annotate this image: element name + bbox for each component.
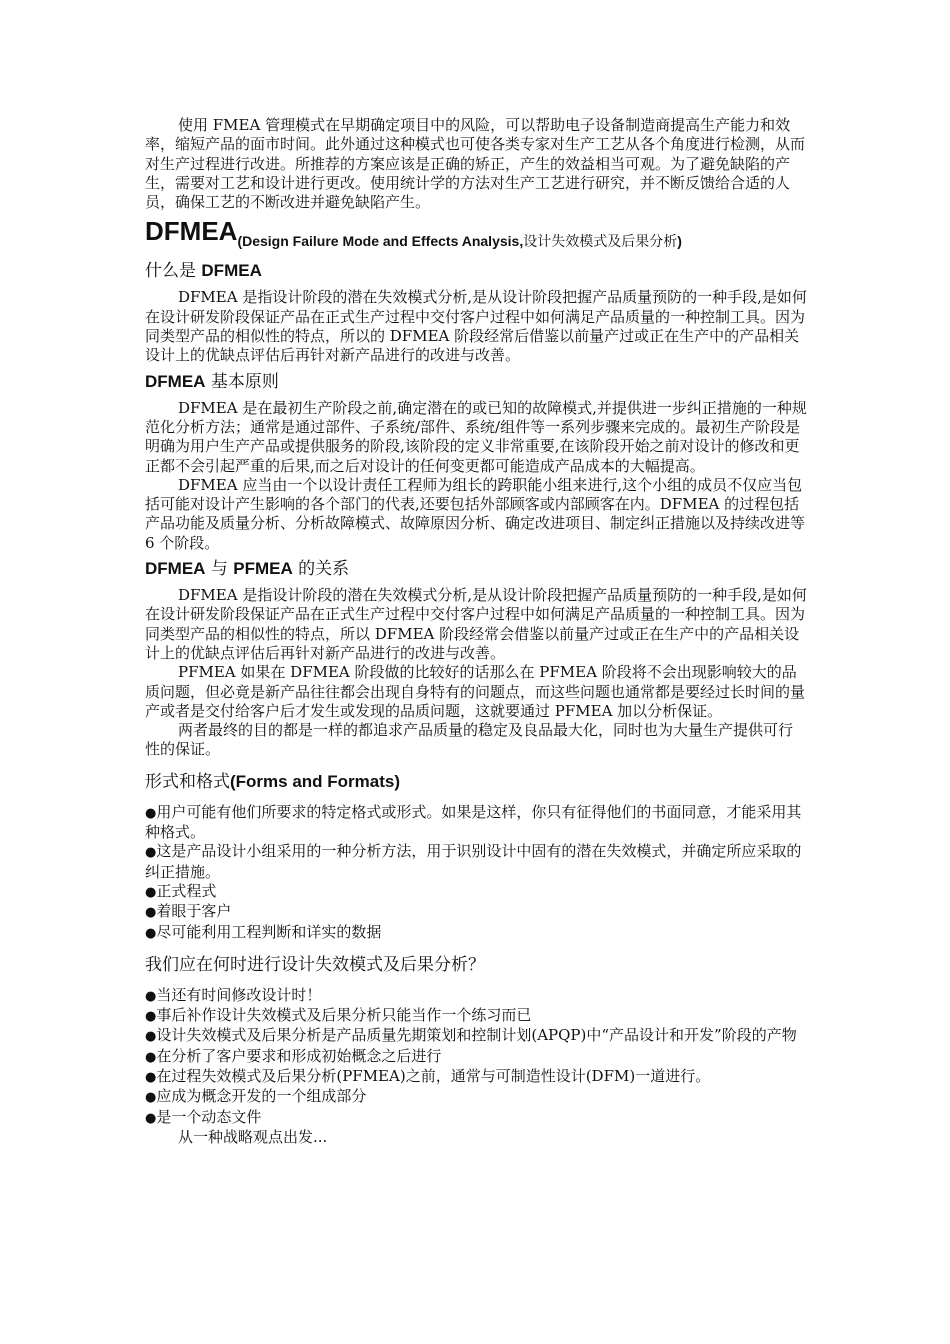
- principle-paragraph: DFMEA 是在最初生产阶段之前,确定潜在的或已知的故障模式,并提供进一步纠正措施的一种规范化分析方法；通常是通过部件、子系统/部件、系统/组件等一系列步骤来完成的。最初生产阶段是明确为用户生产产品或提供服务的阶段,该阶段的定义非常重要,在该阶段开始之前对设计的修改和更正都不会引起严重的后果,而之后对设计的任何变更都可能造成产品成本的大幅提高。: [145, 398, 807, 475]
- what-paragraph: DFMEA 是指设计阶段的潜在失效模式分析,是从设计阶段把握产品质量预防的一种手段,是如何在设计研发阶段保证产品在正式生产过程中交付客户过程中如何满足产品质量的一种控制工具。因为同类型产品的相似性的特点，所以的 DFMEA 阶段经常后借鉴以前量产过或正在生产中的产品相关设计上的优缺点评估后再针对新产品进行的改进与改善。: [145, 288, 807, 365]
- document-body: [145, 116, 807, 1147]
- list-item: [145, 986, 807, 1006]
- bullet-icon: ●: [145, 1069, 157, 1085]
- list-item: [145, 1087, 807, 1107]
- heading-relation-en2: PFMEA: [233, 559, 293, 579]
- heading-what-zh: 什么是: [145, 261, 202, 282]
- subtitle-close: ): [677, 233, 682, 250]
- heading-relation-zh2: 的关系: [292, 559, 350, 580]
- list-item-text: 这是产品设计小组采用的一种分析方法，用于识别设计中固有的潜在失效模式，并确定所应采取的纠正措施。: [145, 842, 802, 881]
- list-item-text: 在分析了客户要求和形成初始概念之后进行: [156, 1046, 442, 1065]
- heading-forms-en: (Forms and Formats): [230, 771, 401, 791]
- heading-what-is-dfmea: [145, 259, 807, 283]
- heading-relation-en1: DFMEA: [145, 559, 206, 579]
- bullet-icon: ●: [145, 1110, 157, 1126]
- closing-line: 从一种战略观点出发...: [178, 1127, 328, 1146]
- bullet-icon: ●: [145, 1029, 157, 1045]
- bullet-icon: ●: [145, 988, 157, 1004]
- list-item: [145, 923, 807, 943]
- bullet-icon: ●: [145, 925, 157, 941]
- forms-bullet-list: [145, 803, 807, 943]
- title-main: DFMEA: [145, 216, 238, 247]
- heading-principle: [145, 370, 807, 394]
- list-item: [145, 1047, 807, 1067]
- list-item-text: 当还有时间修改设计时！: [156, 985, 322, 1004]
- list-item-text: 用户可能有他们所要求的特定格式或形式。如果是这样，你只有征得他们的书面同意，才能采用其种格式。: [145, 802, 802, 842]
- relation-paragraph: 两者最终的目的都是一样的都追求产品质量的稳定及良品最大化，同时也为大量生产提供可行性的保证。: [145, 721, 794, 759]
- bullet-icon: ●: [145, 1090, 157, 1106]
- intro-paragraph: 使用 FMEA 管理模式在早期确定项目中的风险，可以帮助电子设备制造商提高生产能力和效率，缩短产品的面市时间。此外通过这种模式也可使各类专家对生产工艺从各个角度进行检测，从而对生产过程进行改进。所推荐的方案应该是正确的矫正，产生的效益相当可观。为了避免缺陷的产生，需要对工艺和设计进行更改。使用统计学的方法对生产工艺进行研究，并不断反馈给合适的人员，确保工艺的不断改进并避免缺陷产生。: [145, 116, 806, 212]
- list-item: [145, 1026, 807, 1046]
- list-item: [145, 1108, 807, 1128]
- bullet-icon: ●: [145, 884, 157, 900]
- heading-what-en: DFMEA: [201, 261, 262, 281]
- relation-paragraph: PFMEA 如果在 DFMEA 阶段做的比较好的话那么在 PFMEA 阶段将不会出现影响较大的品质问题，但必竟是新产品往往都会出现自身特有的问题点，而这些问题也通常都是要经过长时间的量产或者是交付给客户后才发生或发现的品质问题，这就要通过 PFMEA 加以分析保证。: [145, 663, 806, 720]
- bullet-icon: ●: [145, 905, 157, 921]
- list-item: [145, 1067, 807, 1087]
- title-subtitle: [237, 233, 681, 249]
- when-bullet-list: [145, 986, 807, 1128]
- list-item: [145, 882, 807, 902]
- heading-relation-zh1: 与: [205, 559, 234, 580]
- list-item: [145, 902, 807, 922]
- bullet-icon: ●: [145, 1009, 157, 1025]
- relation-paragraph: DFMEA 是指设计阶段的潜在失效模式分析,是从设计阶段把握产品质量预防的一种手段,是如何在设计研发阶段保证产品在正式生产过程中交付客户过程中如何满足产品质量的一种控制工具。因为同类型产品的相似性的特点，所以 DFMEA 阶段经常会借鉴以前量产过或正在生产中的产品相关设计上的优缺点评估后再针对新产品进行的改进与改善。: [145, 586, 807, 662]
- list-item-text: 是一个动态文件: [156, 1107, 262, 1126]
- list-item: [145, 803, 807, 843]
- list-item-text: 着眼于客户: [156, 902, 232, 921]
- document-title: [145, 216, 807, 251]
- subtitle-open: (Design Failure Mode and Effects Analysis,: [237, 233, 524, 250]
- list-item-text: 正式程式: [156, 881, 217, 900]
- list-item: [145, 842, 807, 882]
- list-item: [145, 1006, 807, 1026]
- list-item-text: 应成为概念开发的一个组成部分: [156, 1087, 367, 1106]
- heading-relation: [145, 557, 807, 581]
- heading-principle-en: DFMEA: [145, 371, 206, 391]
- heading-forms-zh: 形式和格式: [145, 771, 230, 792]
- list-item-text: 设计失效模式及后果分析是产品质量先期策划和控制计划(APQP)中“产品设计和开发”阶段的产物: [156, 1026, 797, 1045]
- list-item-text: 事后补作设计失效模式及后果分析只能当作一个练习而已: [156, 1006, 532, 1025]
- list-item-text: 尽可能利用工程判断和详实的数据: [156, 922, 382, 941]
- bullet-icon: ●: [145, 1049, 157, 1065]
- heading-principle-zh: 基本原则: [205, 371, 279, 392]
- bullet-icon: ●: [145, 805, 157, 821]
- subtitle-zh: 设计失效模式及后果分析: [523, 234, 678, 251]
- bullet-icon: ●: [145, 845, 157, 861]
- principle-paragraph: DFMEA 应当由一个以设计责任工程师为组长的跨职能小组来进行,这个小组的成员不仅应当包括可能对设计产生影响的各个部门的代表,还要包括外部顾客或内部顾客在内。DFMEA 的过程包括产品功能及质量分析、分析故障模式、故障原因分析、确定改进项目、制定纠正措施以及持续改进等 6 个阶段。: [145, 475, 806, 552]
- list-item-text: 在过程失效模式及后果分析(PFMEA)之前，通常与可制造性设计(DFM)一道进行。: [156, 1066, 711, 1085]
- heading-forms: [145, 770, 807, 794]
- heading-when: 我们应在何时进行设计失效模式及后果分析？: [145, 954, 485, 975]
